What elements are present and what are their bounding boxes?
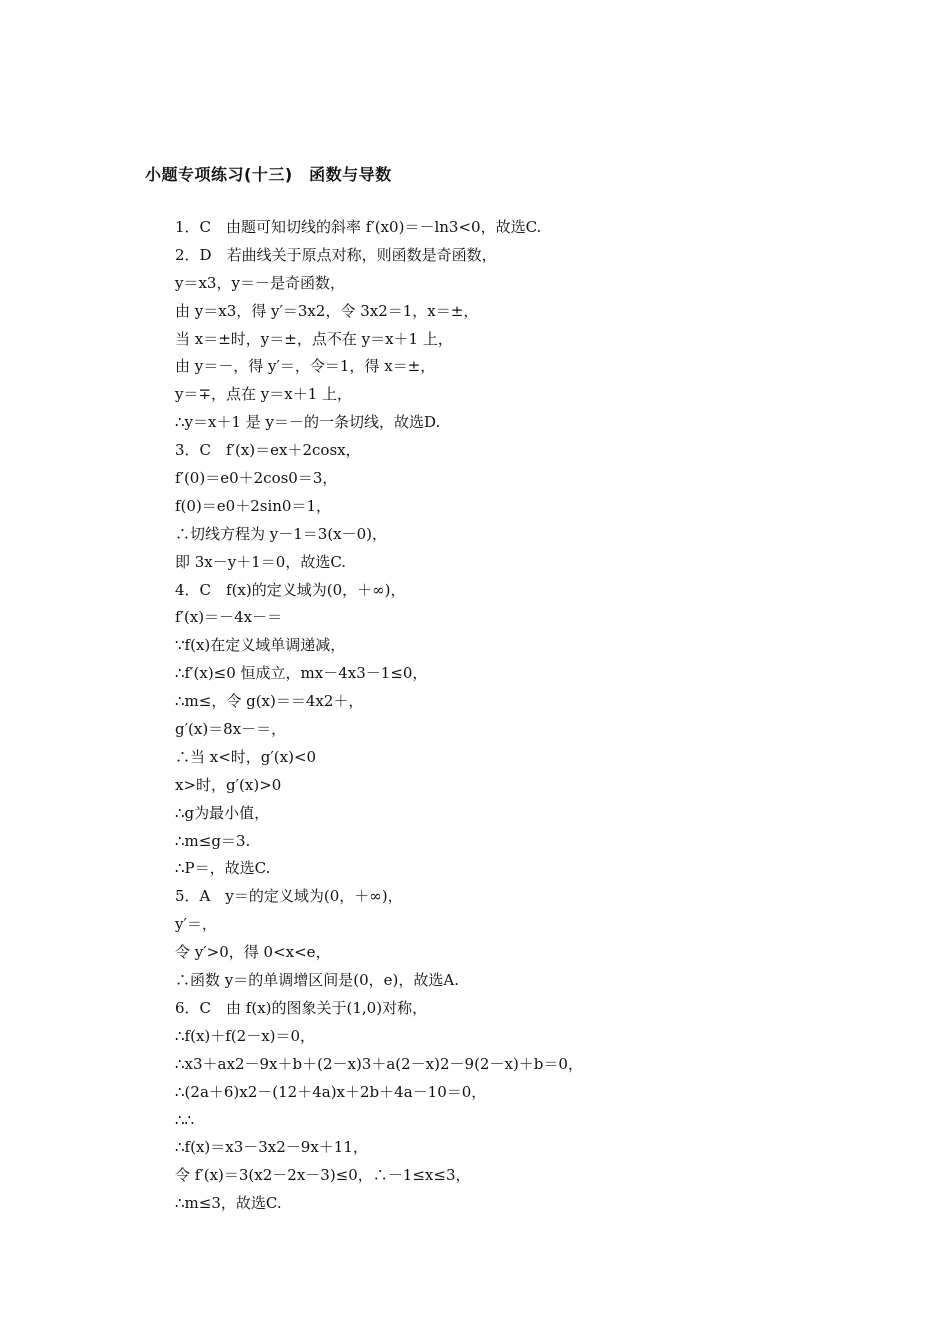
- solution-line: 1．C 由题可知切线的斜率 f′(x0)＝－ln3<0，故选C.: [175, 218, 542, 236]
- solution-line: ∴m≤，令 g(x)＝＝4x2＋，: [175, 692, 364, 711]
- solution-line: x>时，g′(x)>0: [175, 775, 282, 794]
- solution-line: 3．C f′(x)＝ex＋2cosx，: [175, 441, 361, 460]
- solution-line: ∴g为最小值，: [175, 803, 270, 822]
- solution-line: f′(x)＝－4x－＝: [175, 608, 283, 627]
- solution-line: 6．C 由 f(x)的图象关于(1,0)对称，: [175, 998, 428, 1017]
- solution-line: y＝x3，y＝－是奇函数，: [175, 273, 345, 292]
- solution-line: ∵f(x)在定义域单调递减，: [175, 636, 346, 655]
- solution-line: 令 y′>0，得 0<x<e，: [175, 943, 331, 962]
- solution-line: ∴y＝x＋1 是 y＝－的一条切线，故选D.: [175, 413, 441, 432]
- solution-line: ∴P＝，故选C.: [175, 859, 271, 878]
- solution-line: 当 x＝±时，y＝±，点不在 y＝x＋1 上，: [175, 329, 453, 348]
- solution-line: 由 y＝x3，得 y′＝3x2，令 3x2＝1，x＝±，: [175, 301, 479, 320]
- solution-line: ∴函数 y＝的单调增区间是(0，e)，故选A.: [175, 971, 459, 990]
- solution-line: y＝∓，点在 y＝x＋1 上，: [175, 385, 353, 404]
- solution-line: ∴当 x<时，g′(x)<0: [175, 747, 317, 766]
- solution-list: [175, 214, 895, 1218]
- solution-line: 即 3x－y＋1＝0，故选C.: [175, 552, 347, 571]
- solution-line: ∴∴: [175, 1110, 195, 1129]
- solution-line: 4．C f(x)的定义域为(0，＋∞)，: [175, 580, 406, 599]
- solution-line: ∴f(x)＋f(2－x)＝0，: [175, 1026, 316, 1045]
- solution-line: g′(x)＝8x－＝，: [175, 720, 287, 739]
- solution-line: ∴(2a＋6)x2－(12＋4a)x＋2b＋4a－10＝0，: [175, 1082, 487, 1101]
- solution-line: ∴f′(x)≤0 恒成立，mx－4x3－1≤0，: [175, 664, 428, 683]
- solution-line: 令 f′(x)＝3(x2－2x－3)≤0，∴－1≤x≤3，: [175, 1166, 471, 1185]
- solution-line: f(0)＝e0＋2sin0＝1，: [175, 496, 332, 515]
- solution-line: y′＝，: [175, 915, 217, 934]
- solution-line: ∴m≤g＝3.: [175, 831, 251, 850]
- solution-line: ∴切线方程为 y－1＝3(x－0)，: [175, 524, 388, 543]
- solution-line: 2．D 若曲线关于原点对称，则函数是奇函数，: [175, 245, 497, 264]
- solution-line: ∴m≤3，故选C.: [175, 1194, 282, 1213]
- solution-line: ∴f(x)＝x3－3x2－9x＋11，: [175, 1138, 368, 1157]
- solution-line: 5．A y＝的定义域为(0，＋∞)，: [175, 887, 403, 906]
- solution-line: ∴x3＋ax2－9x＋b＋(2－x)3＋a(2－x)2－9(2－x)＋b＝0，: [175, 1054, 583, 1073]
- solution-line: f′(0)＝e0＋2cos0＝3，: [175, 469, 338, 488]
- page-title: 小题专项练习(十三) 函数与导数: [145, 165, 392, 184]
- solution-line: 由 y＝－，得 y′＝，令＝1，得 x＝±，: [175, 357, 436, 376]
